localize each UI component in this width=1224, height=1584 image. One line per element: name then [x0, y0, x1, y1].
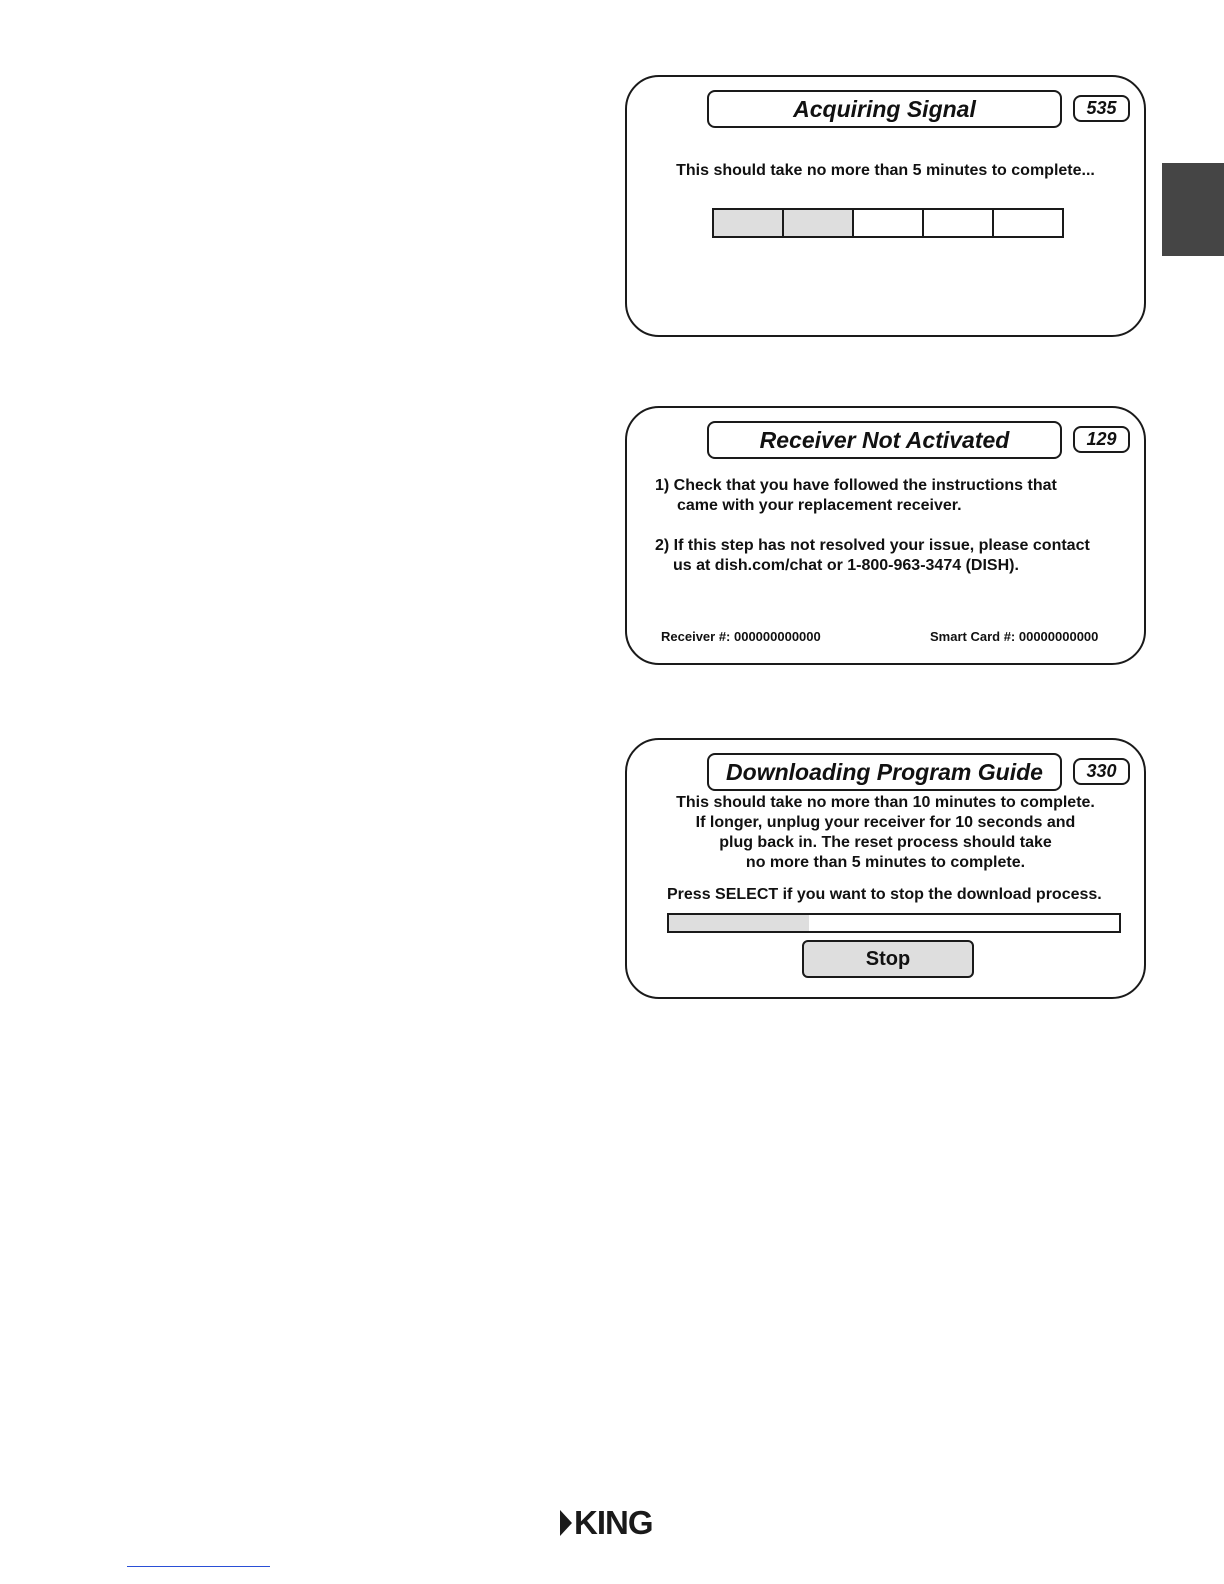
chapter-tab	[1162, 163, 1224, 256]
progress-segment-empty	[924, 210, 994, 236]
downloading-guide-screen	[625, 738, 1146, 999]
acquiring-signal-screen	[625, 75, 1146, 337]
progress-segment-empty	[854, 210, 924, 236]
message-line: If longer, unplug your receiver for 10 seconds and	[695, 814, 1076, 831]
footer-link-underline[interactable]	[127, 1566, 270, 1567]
step-line: 2) If this step has not resolved your issue, please contact	[655, 537, 1090, 554]
message-line: This should take no more than 10 minutes to complete.	[676, 794, 1095, 811]
stop-button[interactable]: Stop	[802, 940, 974, 978]
receiver-not-activated-screen	[625, 406, 1146, 665]
screen-code-badge: 535	[1073, 95, 1130, 122]
message-line: no more than 5 minutes to complete.	[745, 854, 1026, 871]
progress-segment-empty	[994, 210, 1062, 236]
step-line: 1) Check that you have followed the instructions that	[655, 477, 1057, 494]
king-logo	[560, 1505, 653, 1541]
logo-text: KING	[574, 1504, 653, 1541]
logo-arrow-icon	[560, 1510, 572, 1536]
instruction-step-1	[655, 476, 1095, 516]
screen-title: Receiver Not Activated	[707, 421, 1062, 459]
status-message: This should take no more than 5 minutes to complete...	[676, 162, 1095, 179]
status-message	[627, 793, 1144, 873]
download-progress-bar	[667, 913, 1121, 933]
screen-code-badge: 129	[1073, 426, 1130, 453]
receiver-number: Receiver #: 000000000000	[661, 629, 821, 644]
progress-fill	[669, 915, 809, 931]
step-line: came with your replacement receiver.	[677, 497, 962, 514]
message-line: plug back in. The reset process should take	[719, 834, 1052, 851]
progress-segment-filled	[784, 210, 854, 236]
smart-card-number: Smart Card #: 00000000000	[930, 629, 1099, 644]
screen-title: Acquiring Signal	[707, 90, 1062, 128]
segmented-progress-bar	[712, 208, 1064, 238]
screen-code-badge: 330	[1073, 758, 1130, 785]
press-select-hint: Press SELECT if you want to stop the download process.	[667, 886, 1102, 903]
screen-title: Downloading Program Guide	[707, 753, 1062, 791]
step-line: us at dish.com/chat or 1-800-963-3474 (DISH).	[673, 557, 1019, 574]
progress-segment-filled	[714, 210, 784, 236]
instruction-step-2	[655, 536, 1125, 576]
